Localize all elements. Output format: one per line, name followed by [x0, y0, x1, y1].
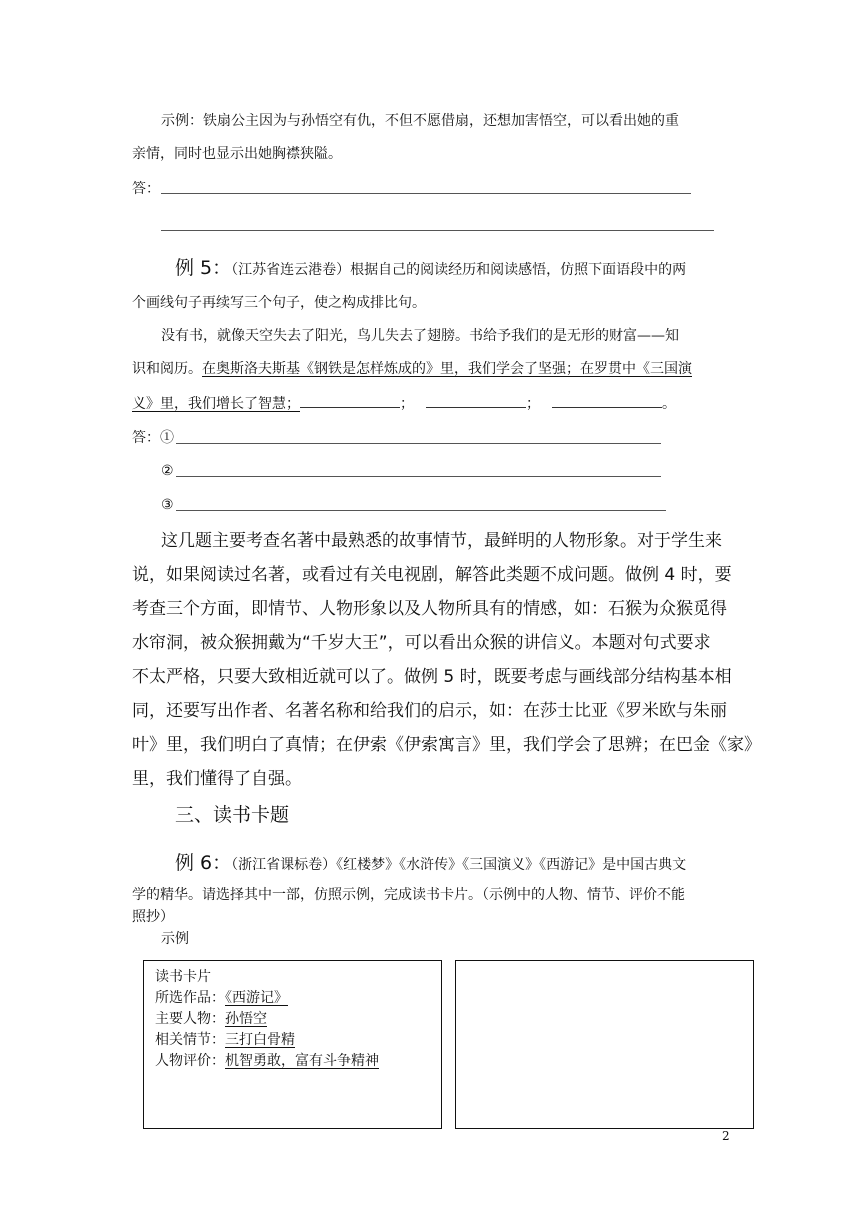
card-work-value: 《西游记》 [225, 990, 288, 1006]
answer-marker-1: ① [160, 430, 174, 446]
separator-1: ； [400, 396, 414, 412]
example-text: 铁扇公主因为与孙悟空有仇，不但不愿借扇，还想加害悟空，可以看出她的重 [203, 113, 679, 129]
example5-para-3 [132, 393, 676, 415]
answer-marker-3: ③ [161, 497, 174, 513]
page-number: 2 [722, 1129, 730, 1143]
analysis-line-4: 水帘洞，被众猴拥戴为“千岁大王”，可以看出众猴的讲信义。本题对句式要求 [132, 633, 711, 653]
analysis-line-6: 同，还要写出作者、名著名称和给我们的启示，如：在莎士比亚《罗米欧与朱丽 [132, 701, 727, 721]
example-text-line-1 [161, 110, 679, 132]
answer-marker-2: ② [161, 463, 174, 479]
card-character-value: 孙悟空 [225, 1011, 267, 1027]
card-evaluation-row [155, 1051, 379, 1072]
card-work-label: 所选作品： [155, 990, 225, 1006]
example6-intro-3: 照抄） [132, 909, 174, 925]
example6-intro-2: 学的精华。请选择其中一部，仿照示例，完成读书卡片。（示例中的人物、情节、评价不能 [132, 887, 685, 903]
example5-para-2-plain: 识和阅历。 [132, 361, 202, 377]
fill-blank-3[interactable] [552, 393, 662, 408]
fill-blank-1[interactable] [300, 393, 400, 408]
fill-blank-2[interactable] [426, 393, 526, 408]
card-evaluation-label: 人物评价： [155, 1053, 225, 1069]
analysis-line-3: 考查三个方面，即情节、人物形象以及人物所具有的情感，如：石猴为众猴觅得 [132, 599, 727, 619]
example5-underlined-sentence-1: 在奥斯洛夫斯基《钢铁是怎样炼成的》里，我们学会了坚强；在罗贯中《三国演 [202, 361, 692, 377]
example6-header [175, 848, 686, 876]
card-character-row [155, 1009, 379, 1030]
example5-answer-label: 答： [132, 430, 160, 446]
card-character-label: 主要人物： [155, 1011, 225, 1027]
answer-line-1 [161, 193, 691, 194]
example5-answer [132, 427, 174, 449]
card-plot-value: 三打白骨精 [225, 1032, 295, 1048]
analysis-line-8: 里，我们懂得了自强。 [132, 769, 302, 789]
example5-label: 例 5： [175, 257, 232, 279]
example6-label: 例 6： [175, 852, 232, 874]
example5-answer-line-1[interactable] [176, 443, 661, 444]
analysis-line-5: 不太严格，只要大致相近就可以了。做例 5 时，既要考虑与画线部分结构基本相 [132, 667, 732, 687]
sample-label: 示例 [161, 931, 189, 947]
card-title: 读书卡片 [155, 969, 211, 985]
analysis-line-1: 这几题主要考查名著中最熟悉的故事情节，最鲜明的人物形象。对于学生来 [161, 531, 722, 551]
example5-header [175, 253, 686, 281]
example-label: 示例： [161, 113, 203, 129]
example5-para-1: 没有书，就像天空失去了阳光，鸟儿失去了翅膀。书给予我们的是无形的财富——知 [161, 328, 679, 344]
analysis-line-2: 说，如果阅读过名著，或看过有关电视剧，解答此类题不成问题。做例 4 时，要 [132, 565, 732, 585]
card-evaluation-value: 机智勇敢，富有斗争精神 [225, 1053, 379, 1069]
example5-answer-line-3[interactable] [176, 510, 666, 511]
example5-underlined-sentence-2: 义》里，我们增长了智慧； [132, 396, 300, 412]
answer-line-2 [161, 230, 714, 231]
sample-reading-card [143, 960, 442, 1129]
example5-para-2 [132, 358, 692, 380]
analysis-line-7: 叶》里，我们明白了真情；在伊索《伊索寓言》里，我们学会了思辨；在巴金《家》 [132, 735, 761, 755]
example-text-line-2: 亲情，同时也显示出她胸襟狭隘。 [132, 146, 342, 162]
card-work-row [155, 988, 379, 1009]
answer-label: 答： [132, 181, 160, 197]
separator-2: ； [526, 396, 540, 412]
example5-answer-line-2[interactable] [176, 476, 661, 477]
card-plot-label: 相关情节： [155, 1032, 225, 1048]
example5-intro-2: 个画线句子再续写三个句子，使之构成排比句。 [132, 295, 426, 311]
section3-heading: 三、读书卡题 [175, 804, 290, 826]
blank-reading-card[interactable] [455, 960, 754, 1129]
example6-intro-1: （浙江省课标卷）《红楼梦》《水浒传》《三国演义》《西游记》是中国古典文 [231, 857, 687, 873]
example5-intro-1: （江苏省连云港卷）根据自己的阅读经历和阅读感悟，仿照下面语段中的两 [231, 262, 687, 278]
card-content [155, 967, 379, 1072]
card-plot-row [155, 1030, 379, 1051]
end-mark: 。 [662, 396, 676, 412]
